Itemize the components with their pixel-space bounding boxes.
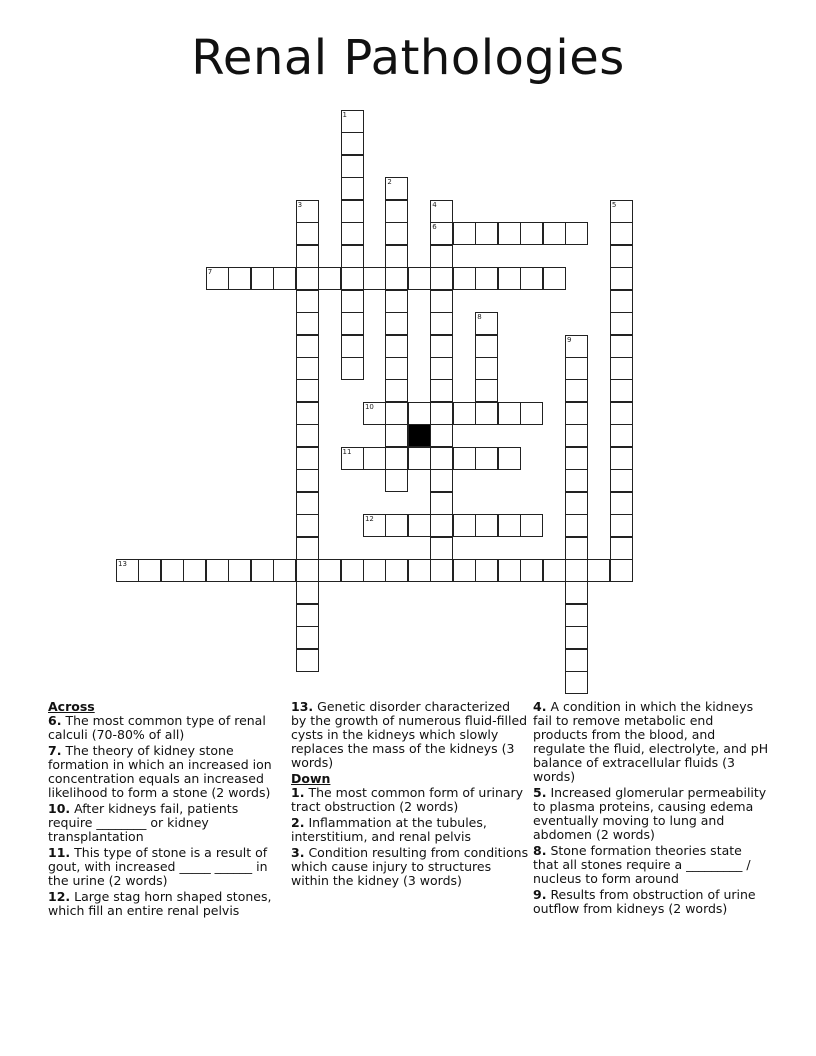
crossword-cell[interactable] — [498, 402, 521, 425]
clue-down-9 — [533, 888, 771, 916]
crossword-cell[interactable] — [385, 469, 408, 492]
crossword-cell[interactable] — [565, 222, 588, 245]
crossword-cell[interactable] — [385, 312, 408, 335]
cell-number: 3 — [297, 200, 303, 209]
crossword-cell[interactable] — [385, 177, 408, 200]
clues-column-1 — [48, 700, 286, 920]
crossword-cell[interactable] — [610, 200, 633, 223]
clue-across-6 — [48, 714, 286, 742]
crossword-cell[interactable] — [498, 559, 521, 582]
clue-number: 2. — [291, 815, 305, 830]
clue-down-2 — [291, 816, 529, 844]
clue-down-8 — [533, 844, 771, 886]
crossword-cell[interactable] — [363, 267, 386, 290]
clue-number: 10. — [48, 801, 71, 816]
crossword-cell[interactable] — [385, 424, 408, 447]
crossword-cell[interactable] — [385, 402, 408, 425]
crossword-cell[interactable] — [408, 447, 431, 470]
clue-text: Inflammation at the tubules, interstitium, and renal pelvis — [291, 815, 487, 844]
clue-number: 11. — [48, 845, 71, 860]
crossword-cell[interactable] — [341, 290, 364, 313]
crossword-cell[interactable] — [251, 559, 274, 582]
cell-number: 10 — [364, 402, 374, 411]
crossword-cell[interactable] — [565, 424, 588, 447]
crossword-cell[interactable] — [341, 357, 364, 380]
crossword-cell[interactable] — [430, 267, 453, 290]
crossword-cell[interactable] — [408, 559, 431, 582]
clue-number: 9. — [533, 887, 547, 902]
crossword-cell[interactable] — [385, 447, 408, 470]
crossword-cell[interactable] — [296, 514, 319, 537]
crossword-cell[interactable] — [610, 335, 633, 358]
crossword-cell[interactable] — [341, 200, 364, 223]
cell-number: 7 — [207, 268, 213, 277]
crossword-cell[interactable] — [206, 267, 229, 290]
crossword-cell[interactable] — [453, 222, 476, 245]
crossword-cell[interactable] — [565, 492, 588, 515]
clue-text: The most common type of renal calculi (70-80% of all) — [48, 713, 266, 742]
crossword-cell[interactable] — [363, 514, 386, 537]
clue-across-11 — [48, 846, 286, 888]
crossword-cell[interactable] — [116, 559, 139, 582]
crossword-cell[interactable] — [430, 492, 453, 515]
crossword-cell[interactable] — [341, 312, 364, 335]
crossword-cell[interactable] — [430, 290, 453, 313]
cell-number: 4 — [432, 200, 437, 209]
crossword-cell[interactable] — [296, 312, 319, 335]
crossword-cell[interactable] — [385, 335, 408, 358]
clue-down-1 — [291, 786, 529, 814]
crossword-cell[interactable] — [565, 649, 588, 672]
crossword-cell[interactable] — [610, 559, 633, 582]
clue-text: Genetic disorder characterized by the growth of numerous fluid-filled cysts in the kidneys which slowly replaces the mass of the kidneys (3 words) — [291, 699, 528, 770]
clues-column-2 — [291, 700, 529, 890]
crossword-cell[interactable] — [520, 267, 543, 290]
crossword-cell[interactable] — [610, 402, 633, 425]
crossword-cell[interactable] — [610, 357, 633, 380]
crossword-cell[interactable] — [565, 335, 588, 358]
crossword-cell[interactable] — [543, 267, 566, 290]
crossword-cell[interactable] — [296, 626, 319, 649]
crossword-cell[interactable] — [430, 559, 453, 582]
clue-text: Increased glomerular permeability to plasma proteins, causing edema eventually moving to lung and abdomen (2 words) — [533, 785, 767, 842]
crossword-cell[interactable] — [363, 559, 386, 582]
crossword-cell[interactable] — [610, 267, 633, 290]
crossword-cell[interactable] — [565, 357, 588, 380]
crossword-cell[interactable] — [610, 379, 633, 402]
crossword-cell[interactable] — [341, 110, 364, 133]
crossword-cell[interactable] — [296, 581, 319, 604]
crossword-cell[interactable] — [430, 245, 453, 268]
crossword-cell[interactable] — [341, 155, 364, 178]
crossword-cell[interactable] — [408, 514, 431, 537]
crossword-cell[interactable] — [341, 177, 364, 200]
crossword-cell[interactable] — [296, 469, 319, 492]
down-heading: Down — [291, 771, 331, 786]
crossword-cell[interactable] — [587, 559, 610, 582]
crossword-cell[interactable] — [565, 671, 588, 694]
clue-text: The most common form of urinary tract obstruction (2 words) — [291, 785, 524, 814]
clue-text: A condition in which the kidneys fail to remove metabolic end products from the blood, and regulate the fluid, electrolyte, and pH balance of extracellular fluids (3 words) — [533, 699, 769, 784]
crossword-cell[interactable] — [296, 290, 319, 313]
crossword-cell[interactable] — [385, 514, 408, 537]
crossword-grid — [116, 110, 633, 693]
crossword-cell[interactable] — [296, 245, 319, 268]
page-title: Renal Pathologies — [191, 30, 625, 86]
crossword-cell[interactable] — [296, 559, 319, 582]
cell-number: 8 — [477, 313, 482, 322]
crossword-cell[interactable] — [341, 447, 364, 470]
crossword-cell[interactable] — [363, 402, 386, 425]
crossword-cell[interactable] — [453, 514, 476, 537]
crossword-cell[interactable] — [610, 245, 633, 268]
crossword-cell[interactable] — [341, 267, 364, 290]
crossword-cell[interactable] — [385, 559, 408, 582]
crossword-cell[interactable] — [565, 469, 588, 492]
crossword-cell[interactable] — [385, 245, 408, 268]
clue-down-4 — [533, 700, 771, 784]
clue-across-12 — [48, 890, 286, 918]
crossword-cell[interactable] — [610, 514, 633, 537]
crossword-cell[interactable] — [610, 290, 633, 313]
crossword-cell[interactable] — [610, 312, 633, 335]
crossword-cell[interactable] — [498, 222, 521, 245]
crossword-cell[interactable] — [430, 222, 453, 245]
crossword-cell[interactable] — [273, 559, 296, 582]
crossword-cell[interactable] — [363, 447, 386, 470]
crossword-cell[interactable] — [610, 537, 633, 560]
crossword-cell[interactable] — [385, 222, 408, 245]
crossword-cell[interactable] — [520, 514, 543, 537]
crossword-cell[interactable] — [385, 200, 408, 223]
crossword-cell[interactable] — [475, 357, 498, 380]
crossword-cell[interactable] — [206, 559, 229, 582]
clue-number: 5. — [533, 785, 547, 800]
crossword-cell[interactable] — [430, 447, 453, 470]
crossword-cell[interactable] — [385, 379, 408, 402]
clue-number: 12. — [48, 889, 71, 904]
crossword-cell[interactable] — [610, 492, 633, 515]
black-square — [408, 424, 431, 447]
clue-number: 6. — [48, 713, 62, 728]
across-heading: Across — [48, 699, 95, 714]
clue-across-7 — [48, 744, 286, 800]
crossword-cell[interactable] — [183, 559, 206, 582]
crossword-cell[interactable] — [430, 469, 453, 492]
crossword-cell[interactable] — [475, 379, 498, 402]
crossword-cell[interactable] — [610, 447, 633, 470]
crossword-cell[interactable] — [341, 132, 364, 155]
crossword-cell[interactable] — [498, 514, 521, 537]
crossword-cell[interactable] — [296, 267, 319, 290]
crossword-cell[interactable] — [453, 267, 476, 290]
crossword-cell[interactable] — [296, 379, 319, 402]
crossword-cell[interactable] — [475, 559, 498, 582]
crossword-cell[interactable] — [296, 492, 319, 515]
crossword-cell[interactable] — [138, 559, 161, 582]
crossword-cell[interactable] — [296, 447, 319, 470]
crossword-cell[interactable] — [273, 267, 296, 290]
clue-number: 7. — [48, 743, 62, 758]
crossword-cell[interactable] — [430, 357, 453, 380]
crossword-cell[interactable] — [430, 424, 453, 447]
crossword-cell[interactable] — [341, 559, 364, 582]
clue-down-5 — [533, 786, 771, 842]
crossword-cell[interactable] — [341, 245, 364, 268]
crossword-cell[interactable] — [565, 581, 588, 604]
crossword-cell[interactable] — [430, 537, 453, 560]
clue-number: 1. — [291, 785, 305, 800]
crossword-cell[interactable] — [610, 424, 633, 447]
clue-number: 3. — [291, 845, 305, 860]
crossword-cell[interactable] — [543, 222, 566, 245]
crossword-cell[interactable] — [453, 447, 476, 470]
crossword-cell[interactable] — [161, 559, 184, 582]
crossword-cell[interactable] — [565, 379, 588, 402]
cell-number: 12 — [364, 515, 374, 524]
clue-across-10 — [48, 802, 286, 844]
clue-down-3 — [291, 846, 529, 888]
clue-text: This type of stone is a result of gout, with increased _____ ______ in the urine (2 words) — [48, 845, 268, 888]
crossword-cell[interactable] — [453, 402, 476, 425]
crossword-cell[interactable] — [296, 537, 319, 560]
cell-number: 11 — [342, 447, 352, 456]
crossword-cell[interactable] — [341, 222, 364, 245]
crossword-cell[interactable] — [296, 424, 319, 447]
clue-text: The theory of kidney stone formation in which an increased ion concentration equals an increased likelihood to form a stone (2 words) — [48, 743, 272, 800]
clue-text: Stone formation theories state that all stones require a _________ / nucleus to form around — [533, 843, 751, 886]
crossword-cell[interactable] — [430, 200, 453, 223]
crossword-cell[interactable] — [251, 267, 274, 290]
crossword-cell[interactable] — [498, 447, 521, 470]
crossword-cell[interactable] — [610, 469, 633, 492]
crossword-cell[interactable] — [228, 559, 251, 582]
crossword-cell[interactable] — [453, 559, 476, 582]
crossword-cell[interactable] — [430, 402, 453, 425]
crossword-cell[interactable] — [520, 559, 543, 582]
crossword-cell[interactable] — [296, 200, 319, 223]
crossword-cell[interactable] — [475, 312, 498, 335]
crossword-cell[interactable] — [610, 222, 633, 245]
crossword-cell[interactable] — [430, 379, 453, 402]
cell-number: 6 — [432, 223, 437, 232]
crossword-cell[interactable] — [475, 335, 498, 358]
crossword-cell[interactable] — [498, 267, 521, 290]
crossword-cell[interactable] — [543, 559, 566, 582]
clue-text: Condition resulting from conditions which cause injury to structures within the kidney (3 words) — [291, 845, 529, 888]
crossword-cell[interactable] — [430, 514, 453, 537]
crossword-cell[interactable] — [565, 402, 588, 425]
cell-number: 5 — [611, 200, 617, 209]
crossword-cell[interactable] — [296, 402, 319, 425]
clue-text: Large stag horn shaped stones, which fill an entire renal pelvis — [48, 889, 272, 918]
clues-column-3 — [533, 700, 771, 918]
crossword-cell[interactable] — [296, 604, 319, 627]
cell-number: 13 — [118, 560, 127, 568]
crossword-cell[interactable] — [430, 335, 453, 358]
crossword-cell[interactable] — [341, 335, 364, 358]
crossword-cell[interactable] — [430, 312, 453, 335]
crossword-cell[interactable] — [565, 537, 588, 560]
crossword-cell[interactable] — [565, 447, 588, 470]
crossword-cell[interactable] — [475, 267, 498, 290]
clue-number: 13. — [291, 699, 314, 714]
crossword-cell[interactable] — [296, 335, 319, 358]
crossword-cell[interactable] — [475, 514, 498, 537]
clue-text: Results from obstruction of urine outflow from kidneys (2 words) — [533, 887, 756, 916]
cell-number: 2 — [387, 178, 392, 187]
crossword-cell[interactable] — [475, 222, 498, 245]
crossword-cell[interactable] — [385, 267, 408, 290]
cell-number: 1 — [342, 111, 347, 119]
crossword-cell[interactable] — [565, 559, 588, 582]
crossword-cell[interactable] — [318, 559, 341, 582]
clue-text: After kidneys fail, patients require ________ or kidney transplantation — [48, 801, 239, 844]
crossword-cell[interactable] — [228, 267, 251, 290]
crossword-cell[interactable] — [565, 514, 588, 537]
clue-number: 4. — [533, 699, 547, 714]
crossword-cell[interactable] — [520, 222, 543, 245]
crossword-cell[interactable] — [520, 402, 543, 425]
crossword-cell[interactable] — [475, 402, 498, 425]
crossword-cell[interactable] — [565, 604, 588, 627]
crossword-cell[interactable] — [475, 447, 498, 470]
crossword-cell[interactable] — [385, 290, 408, 313]
crossword-cell[interactable] — [385, 357, 408, 380]
crossword-cell[interactable] — [565, 626, 588, 649]
crossword-cell[interactable] — [296, 222, 319, 245]
crossword-cell[interactable] — [408, 402, 431, 425]
crossword-cell[interactable] — [318, 267, 341, 290]
clue-number: 8. — [533, 843, 547, 858]
crossword-cell[interactable] — [296, 649, 319, 672]
clue-across-13 — [291, 700, 529, 770]
crossword-cell[interactable] — [408, 267, 431, 290]
cell-number: 9 — [567, 335, 572, 344]
crossword-cell[interactable] — [296, 357, 319, 380]
